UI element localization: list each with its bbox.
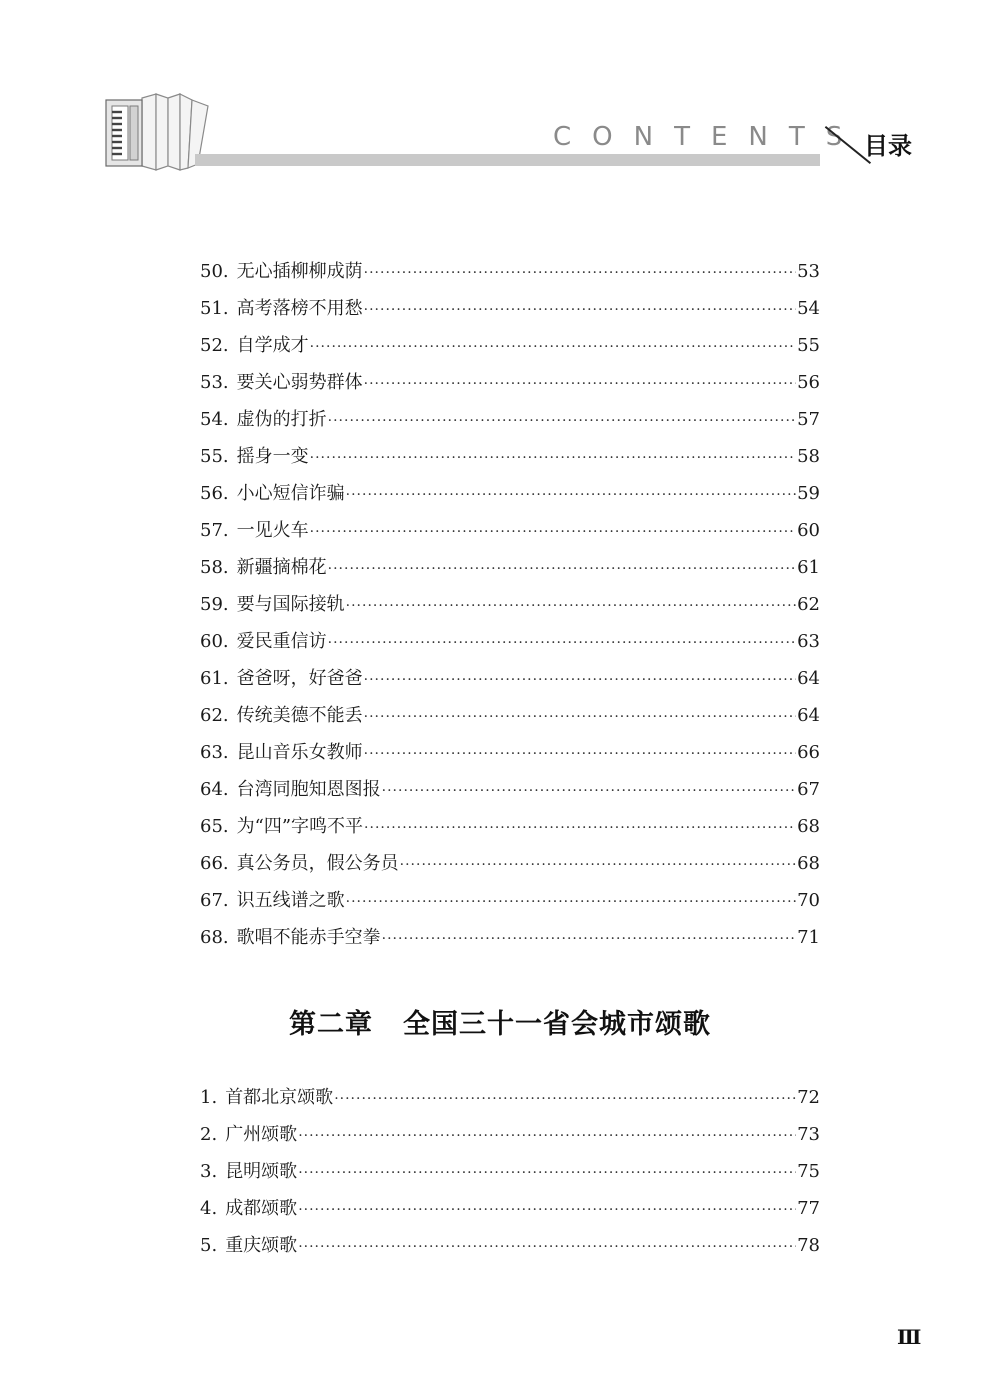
toc-entry-title: 要与国际接轨 xyxy=(236,594,345,615)
toc-entry-number: 54. xyxy=(200,409,229,430)
toc-entry-number: 61. xyxy=(200,668,229,689)
toc-entry-number: 52. xyxy=(200,335,229,356)
toc-entry-number: 5. xyxy=(200,1235,218,1256)
toc-dot-leader xyxy=(364,255,796,292)
toc-entry-page: 59 xyxy=(797,483,820,504)
toc-entry-title: 高考落榜不用愁 xyxy=(236,298,363,319)
toc-entry-number: 62. xyxy=(200,705,229,726)
toc-entry-page: 72 xyxy=(797,1087,820,1108)
toc-dot-leader xyxy=(298,1192,796,1229)
chapter-title: 全国三十一省会城市颂歌 xyxy=(403,1009,711,1040)
toc-dot-leader xyxy=(334,1081,796,1118)
toc-entry[interactable] xyxy=(200,1227,820,1264)
toc-entry-number: 64. xyxy=(200,779,229,800)
toc-entry-page: 78 xyxy=(797,1235,820,1256)
toc-entry-page: 64 xyxy=(797,705,820,726)
toc-entry-title: 重庆颂歌 xyxy=(225,1235,298,1256)
toc-entry[interactable] xyxy=(200,919,820,956)
toc-entry[interactable] xyxy=(200,1079,820,1116)
toc-list-section-1 xyxy=(200,253,820,956)
toc-entry-number: 3. xyxy=(200,1161,218,1182)
toc-dot-leader xyxy=(310,440,796,477)
chapter-heading xyxy=(0,1002,1000,1041)
toc-dot-leader xyxy=(298,1229,796,1266)
toc-entry-page: 68 xyxy=(797,816,820,837)
toc-entry-title: 新疆摘棉花 xyxy=(236,557,327,578)
toc-dot-leader xyxy=(382,921,796,958)
toc-entry[interactable] xyxy=(200,697,820,734)
toc-dot-leader xyxy=(364,736,796,773)
toc-entry-title: 爸爸呀，好爸爸 xyxy=(236,668,363,689)
toc-entry-number: 55. xyxy=(200,446,229,467)
toc-entry-page: 61 xyxy=(797,557,820,578)
toc-entry-title: 为“四”字鸣不平 xyxy=(236,816,364,837)
toc-entry-page: 67 xyxy=(797,779,820,800)
toc-entry-number: 68. xyxy=(200,927,229,948)
toc-dot-leader xyxy=(364,699,796,736)
toc-entry-number: 57. xyxy=(200,520,229,541)
toc-dot-leader xyxy=(364,662,796,699)
toc-entry[interactable] xyxy=(200,882,820,919)
toc-list-section-2 xyxy=(200,1079,820,1264)
toc-entry-title: 歌唱不能赤手空拳 xyxy=(236,927,381,948)
mulu-label: 目录 xyxy=(864,132,912,160)
toc-entry-title: 传统美德不能丢 xyxy=(236,705,363,726)
toc-entry[interactable] xyxy=(200,623,820,660)
toc-entry-number: 2. xyxy=(200,1124,218,1145)
toc-entry-title: 要关心弱势群体 xyxy=(236,372,363,393)
toc-entry-page: 64 xyxy=(797,668,820,689)
page-number: Ⅲ xyxy=(897,1325,922,1349)
toc-entry[interactable] xyxy=(200,475,820,512)
toc-entry-number: 56. xyxy=(200,483,229,504)
toc-dot-leader xyxy=(400,847,796,884)
toc-entry-title: 识五线谱之歌 xyxy=(236,890,345,911)
toc-entry-number: 60. xyxy=(200,631,229,652)
toc-entry[interactable] xyxy=(200,512,820,549)
toc-entry[interactable] xyxy=(200,734,820,771)
toc-dot-leader xyxy=(298,1118,796,1155)
toc-dot-leader xyxy=(346,884,796,921)
toc-entry-title: 无心插柳柳成荫 xyxy=(236,261,363,282)
toc-entry-title: 爱民重信访 xyxy=(236,631,327,652)
toc-entry-number: 53. xyxy=(200,372,229,393)
toc-entry-page: 63 xyxy=(797,631,820,652)
toc-entry-title: 虚伪的打折 xyxy=(236,409,327,430)
page-header xyxy=(0,0,1000,200)
toc-entry-title: 小心短信诈骗 xyxy=(236,483,345,504)
toc-entry-title: 摇身一变 xyxy=(236,446,309,467)
toc-entry-page: 73 xyxy=(797,1124,820,1145)
toc-dot-leader xyxy=(328,625,796,662)
toc-dot-leader xyxy=(364,292,796,329)
chapter-label: 第二章 xyxy=(289,1009,373,1040)
toc-entry[interactable] xyxy=(200,660,820,697)
toc-entry-page: 56 xyxy=(797,372,820,393)
toc-entry[interactable] xyxy=(200,586,820,623)
toc-entry-title: 昆山音乐女教师 xyxy=(236,742,363,763)
toc-entry[interactable] xyxy=(200,1116,820,1153)
toc-entry[interactable] xyxy=(200,771,820,808)
toc-dot-leader xyxy=(346,477,796,514)
toc-entry-title: 成都颂歌 xyxy=(225,1198,298,1219)
toc-entry-number: 65. xyxy=(200,816,229,837)
contents-label: CONTENTS xyxy=(553,122,864,152)
toc-entry-title: 昆明颂歌 xyxy=(225,1161,298,1182)
toc-entry-page: 62 xyxy=(797,594,820,615)
toc-entry-page: 71 xyxy=(797,927,820,948)
toc-entry-number: 51. xyxy=(200,298,229,319)
toc-dot-leader xyxy=(346,588,796,625)
toc-entry-title: 真公务员，假公务员 xyxy=(236,853,399,874)
toc-dot-leader xyxy=(364,366,796,403)
toc-entry-title: 首都北京颂歌 xyxy=(225,1087,334,1108)
toc-entry-page: 70 xyxy=(797,890,820,911)
toc-entry[interactable] xyxy=(200,1190,820,1227)
toc-entry-page: 57 xyxy=(797,409,820,430)
toc-entry-page: 54 xyxy=(797,298,820,319)
toc-entry[interactable] xyxy=(200,327,820,364)
toc-entry-page: 75 xyxy=(797,1161,820,1182)
toc-entry-page: 53 xyxy=(797,261,820,282)
toc-entry-page: 66 xyxy=(797,742,820,763)
toc-entry-number: 66. xyxy=(200,853,229,874)
toc-entry[interactable] xyxy=(200,845,820,882)
toc-entry-number: 63. xyxy=(200,742,229,763)
toc-entry-number: 50. xyxy=(200,261,229,282)
header-bar xyxy=(195,154,820,166)
toc-entry[interactable] xyxy=(200,1153,820,1190)
toc-dot-leader xyxy=(298,1155,796,1192)
toc-entry[interactable] xyxy=(200,438,820,475)
toc-entry-title: 一见火车 xyxy=(236,520,309,541)
toc-entry-title: 广州颂歌 xyxy=(225,1124,298,1145)
toc-entry[interactable] xyxy=(200,808,820,845)
toc-entry-number: 58. xyxy=(200,557,229,578)
toc-entry[interactable] xyxy=(200,549,820,586)
toc-dot-leader xyxy=(328,403,796,440)
toc-entry-page: 58 xyxy=(797,446,820,467)
toc-entry[interactable] xyxy=(200,364,820,401)
toc-entry-page: 60 xyxy=(797,520,820,541)
toc-entry-number: 67. xyxy=(200,890,229,911)
toc-dot-leader xyxy=(310,329,796,366)
toc-dot-leader xyxy=(382,773,796,810)
toc-entry[interactable] xyxy=(200,290,820,327)
toc-dot-leader xyxy=(310,514,796,551)
toc-entry-page: 55 xyxy=(797,335,820,356)
toc-entry-number: 59. xyxy=(200,594,229,615)
toc-entry[interactable] xyxy=(200,401,820,438)
toc-entry-page: 68 xyxy=(797,853,820,874)
toc-entry-number: 1. xyxy=(200,1087,218,1108)
toc-entry-page: 77 xyxy=(797,1198,820,1219)
toc-entry[interactable] xyxy=(200,253,820,290)
toc-entry-title: 自学成才 xyxy=(236,335,309,356)
toc-entry-title: 台湾同胞知恩图报 xyxy=(236,779,381,800)
toc-dot-leader xyxy=(364,810,796,847)
toc-entry-number: 4. xyxy=(200,1198,218,1219)
toc-dot-leader xyxy=(328,551,796,588)
